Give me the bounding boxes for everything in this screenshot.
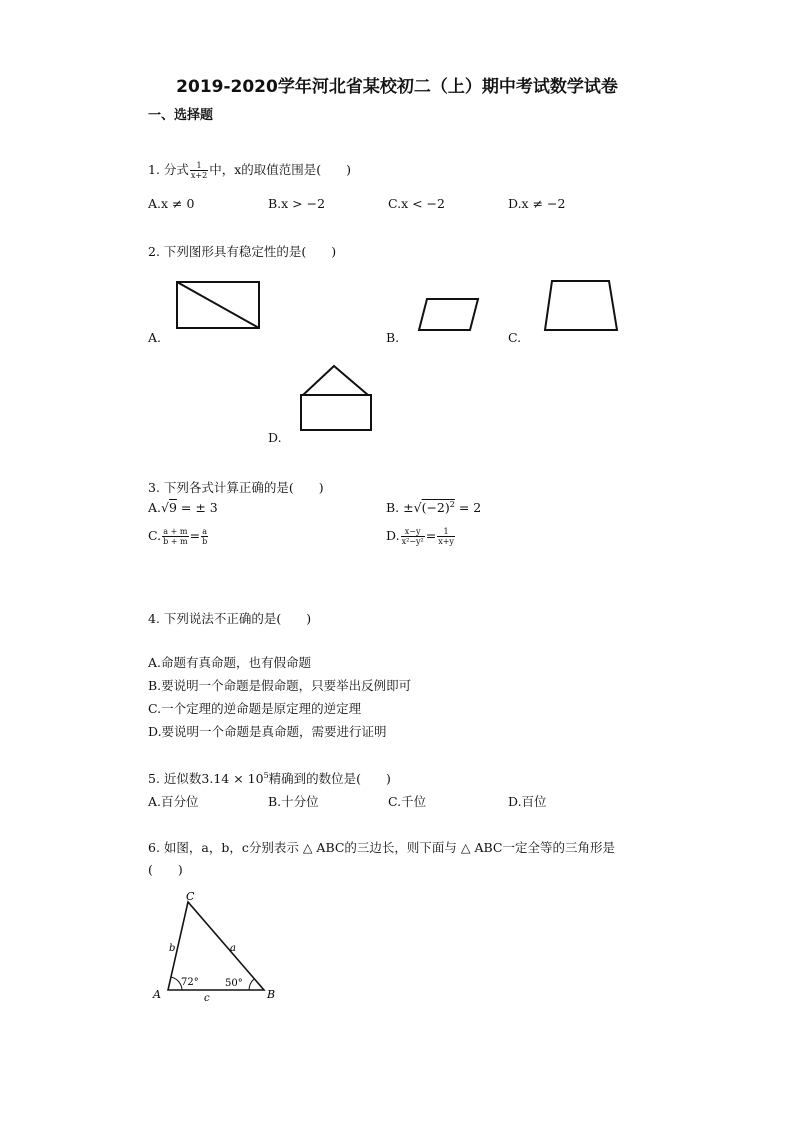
q2-figure-a-rectangle-with-diagonal bbox=[176, 281, 260, 329]
q5-stem-pre: 5. 近似数 bbox=[148, 771, 202, 786]
q5-number: 3.14 × 10 bbox=[201, 771, 264, 786]
q3-d-den2: x+y bbox=[438, 537, 454, 546]
q4-option-b: B.要说明一个命题是假命题，只要举出反例即可 bbox=[148, 678, 412, 693]
question-1-stem bbox=[148, 160, 351, 180]
q3-d-num2: 1 bbox=[437, 527, 455, 537]
question-2-stem: 2. 下列图形具有稳定性的是( ) bbox=[148, 244, 337, 259]
q3-c-fraction-left bbox=[162, 527, 189, 546]
q3-d-fraction-left bbox=[401, 527, 425, 546]
q1-option-a: A.x ≠ 0 bbox=[148, 196, 195, 211]
q5-option-d: D.百位 bbox=[508, 794, 547, 809]
q4-option-c: C.一个定理的逆命题是原定理的逆定理 bbox=[148, 701, 362, 716]
side-b-label: b bbox=[169, 943, 176, 954]
q1-stem-pre: 1. 分式 bbox=[148, 162, 189, 177]
q5-option-a: A.百分位 bbox=[148, 794, 199, 809]
sqrt-icon: √ bbox=[161, 500, 169, 515]
q5-stem-post: 精确到的数位是( ) bbox=[268, 771, 391, 786]
question-6-stem-cont: ( ) bbox=[148, 862, 183, 877]
q2-label-d: D. bbox=[268, 430, 282, 445]
q1-option-c: C.x < −2 bbox=[388, 196, 445, 211]
q3-c-den2: b bbox=[202, 537, 208, 546]
q3-option-d: D. $\frac{x-y}{\text{x²−y²}}$ = $\frac{1}{x+y}$ bbox=[386, 527, 454, 546]
q1-option-b: B.x > −2 bbox=[268, 196, 326, 211]
q1-fraction bbox=[190, 161, 208, 180]
q5-exponent: 5 bbox=[263, 770, 269, 780]
question-6-stem: 6. 如图，a，b，c分别表示 △ ABC的三边长，则下面与 △ ABC一定全等的三角形是 bbox=[148, 840, 615, 855]
q3-d-num1: x−y bbox=[401, 527, 425, 537]
q3-option-c: C. $\frac{a + m}{b + m}$ = $\frac{a}{b}$ bbox=[148, 527, 208, 546]
q3-d-pre: D. bbox=[386, 528, 400, 543]
q3-a-post: = ± 3 bbox=[176, 500, 218, 515]
q3-c-pre: C. bbox=[148, 528, 162, 543]
q2-label-b: B. bbox=[386, 330, 400, 345]
sqrt-icon: √ bbox=[413, 500, 422, 516]
angle-a-label: 72° bbox=[181, 977, 199, 988]
question-3-stem: 3. 下列各式计算正确的是( ) bbox=[148, 480, 324, 495]
q1-option-d: D.x ≠ −2 bbox=[508, 196, 566, 211]
q1-frac-num: 1 bbox=[190, 161, 208, 171]
q3-option-b bbox=[386, 500, 481, 515]
q3-d-fraction-right bbox=[437, 527, 455, 546]
q3-c-fraction-right bbox=[201, 527, 208, 546]
q3-d-den1: x²−y² bbox=[401, 537, 424, 546]
question-5-stem bbox=[148, 769, 391, 787]
vertex-b-label: B bbox=[267, 988, 276, 1001]
angle-b-label: 50° bbox=[225, 978, 243, 989]
q2-label-a: A. bbox=[148, 330, 162, 345]
section-heading: 一、选择题 bbox=[148, 108, 214, 123]
q6-triangle-figure bbox=[150, 890, 290, 1005]
q3-b-radicand-base: (−2) bbox=[421, 500, 450, 516]
q5-option-c: C.千位 bbox=[388, 794, 427, 809]
q3-c-num2: a bbox=[202, 527, 208, 536]
q4-option-d: D.要说明一个命题是真命题，需要进行证明 bbox=[148, 724, 387, 739]
side-c-label: c bbox=[204, 993, 210, 1004]
q5-option-b: B.十分位 bbox=[268, 794, 319, 809]
angle-b-arc bbox=[249, 979, 254, 990]
q3-a-pre: A. bbox=[148, 500, 162, 515]
q1-stem-post: 中，x的取值范围是( ) bbox=[209, 162, 352, 177]
page-title: 2019-2020学年河北省某校初二（上）期中考试数学试卷 bbox=[176, 77, 618, 97]
q2-figure-c-trapezoid bbox=[543, 280, 619, 332]
q1-frac-den: x+2 bbox=[190, 171, 208, 180]
q3-a-radicand: 9 bbox=[168, 500, 177, 515]
q3-b-exponent: 2 bbox=[449, 500, 455, 509]
q3-c-den1: b + m bbox=[163, 537, 188, 546]
q2-figure-d-house-shape bbox=[300, 364, 372, 432]
vertex-a-label: A bbox=[153, 988, 161, 1001]
q4-option-a: A.命题有真命题，也有假命题 bbox=[148, 655, 312, 670]
q2-figure-b-parallelogram bbox=[418, 298, 480, 332]
q3-b-radicand bbox=[422, 500, 455, 515]
q3-c-num1: a + m bbox=[163, 527, 188, 536]
q3-b-pre: B. ± bbox=[386, 500, 414, 516]
question-4-stem: 4. 下列说法不正确的是( ) bbox=[148, 611, 312, 626]
q3-b-post: = 2 bbox=[454, 500, 482, 516]
side-a-label: a bbox=[230, 943, 236, 954]
q3-option-a bbox=[148, 500, 218, 515]
vertex-c-label: C bbox=[186, 890, 195, 903]
q2-label-c: C. bbox=[508, 330, 522, 345]
